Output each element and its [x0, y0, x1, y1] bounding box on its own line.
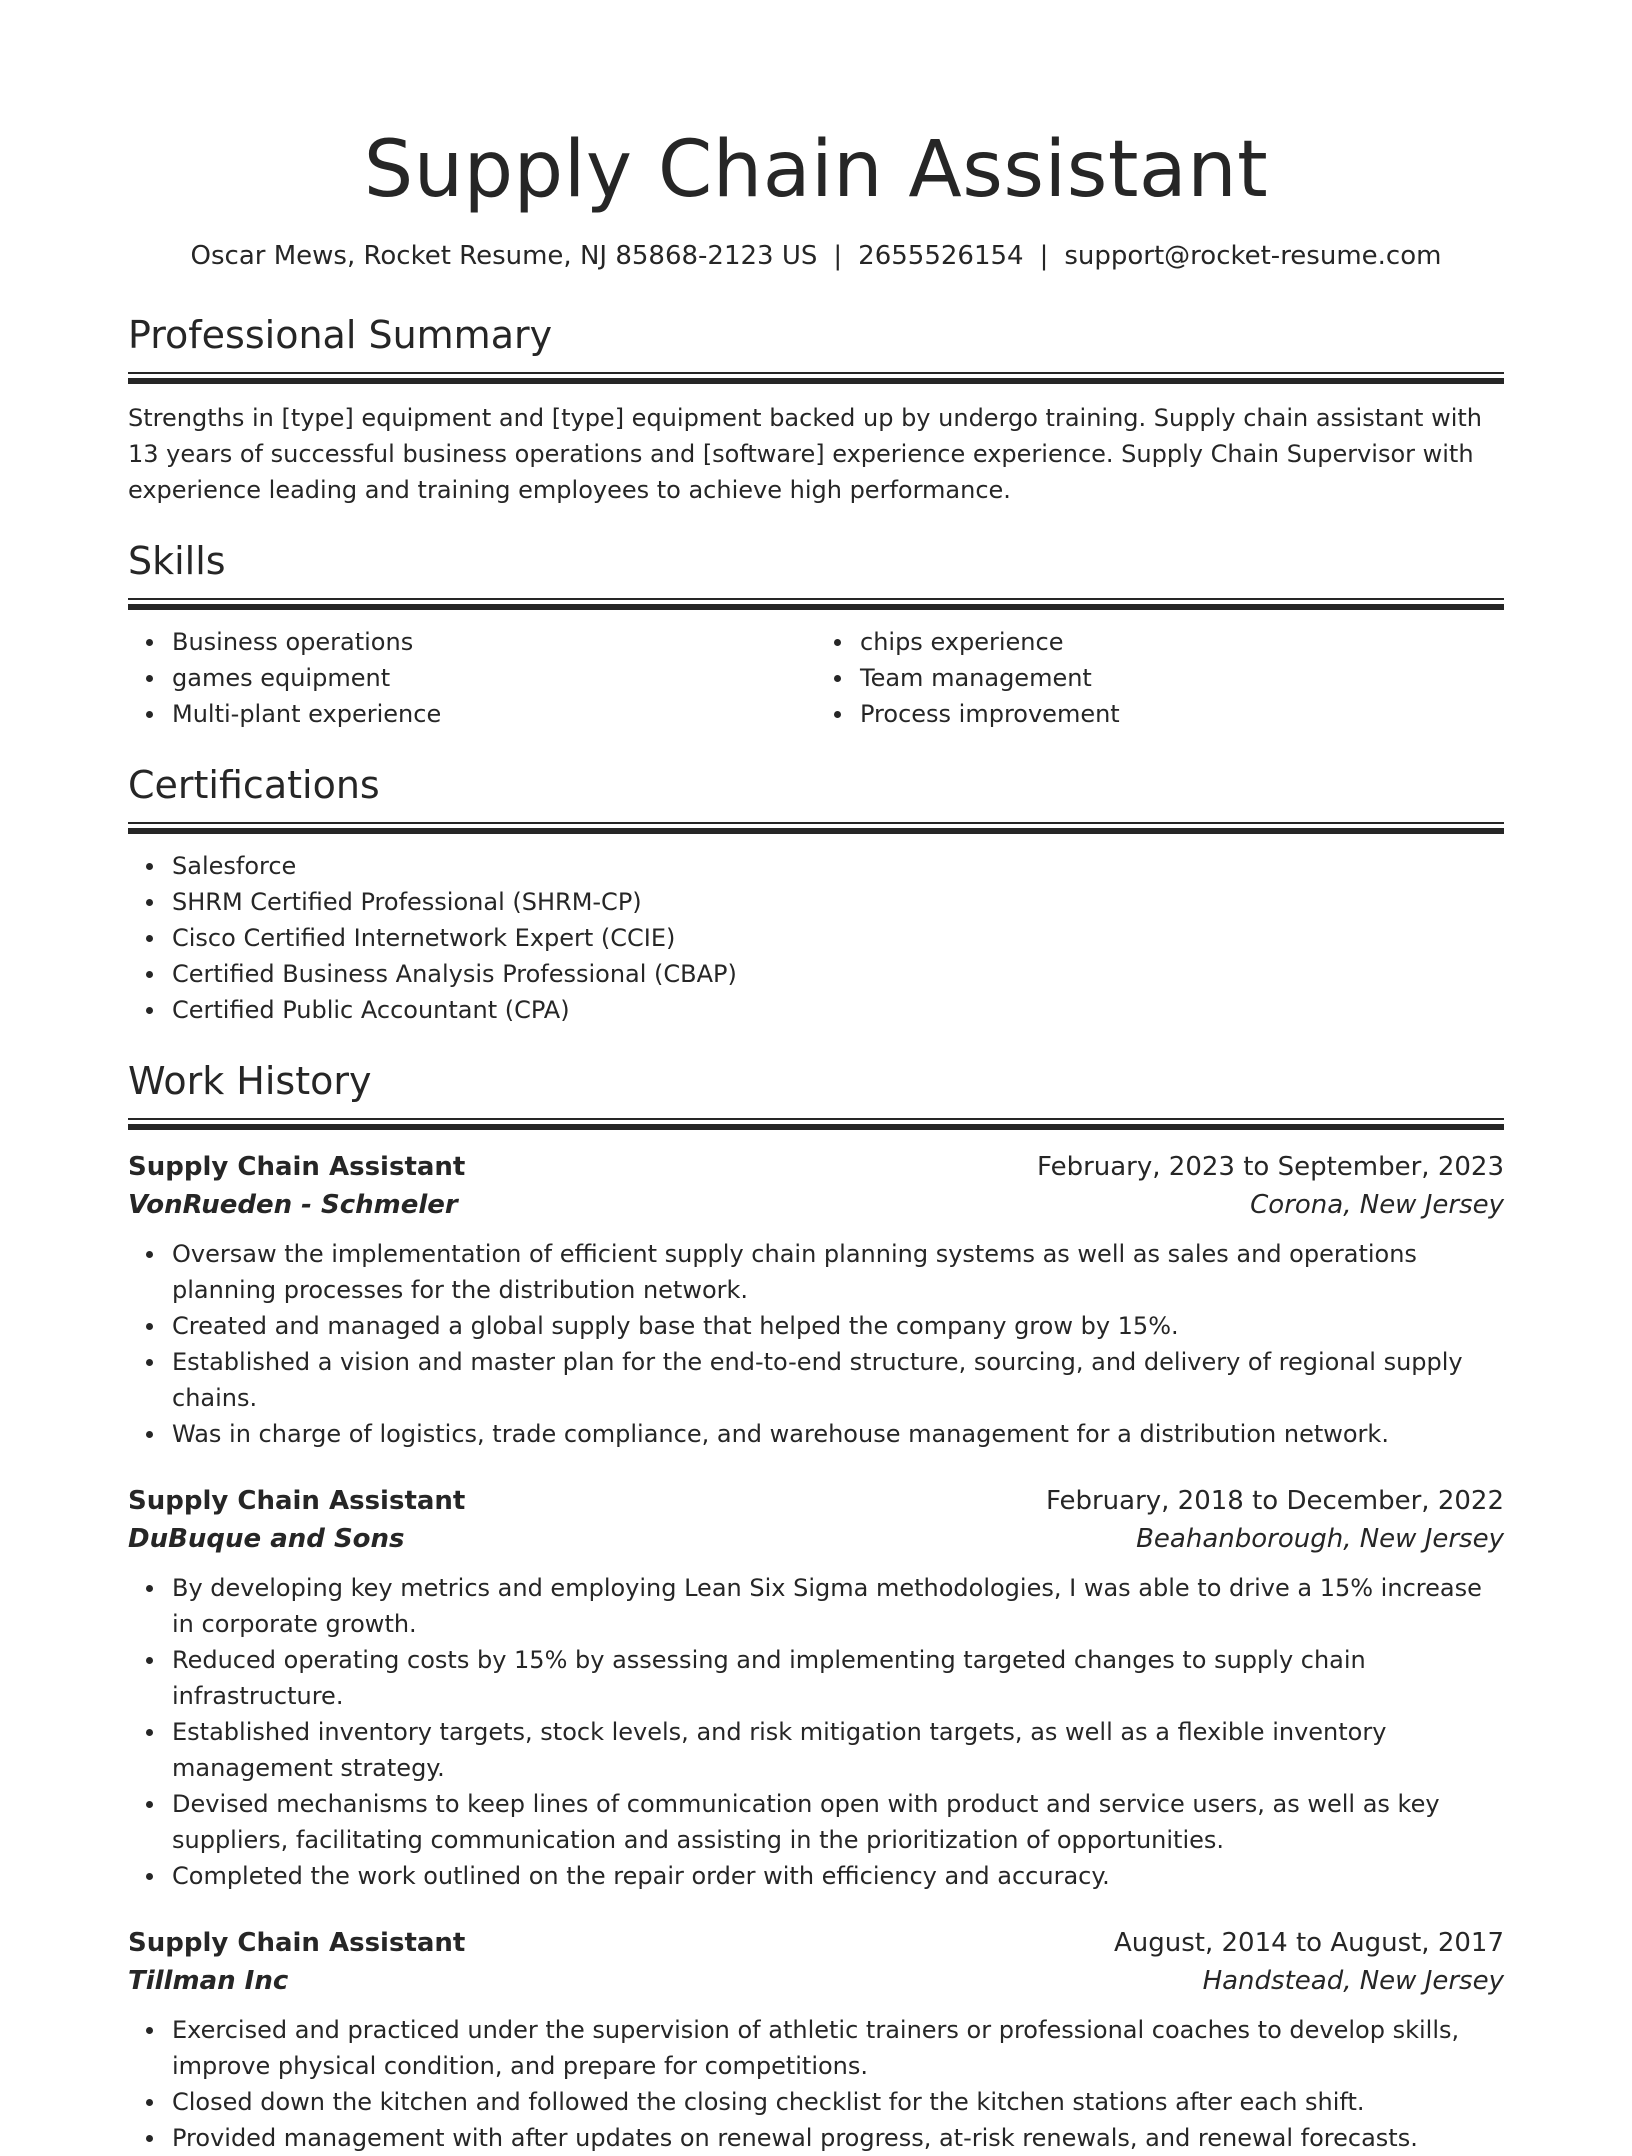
job-bullet: Created and managed a global supply base that helped the company grow by 15%.	[172, 1308, 1504, 1344]
section-divider	[128, 1118, 1504, 1130]
job-subheader	[128, 1186, 1504, 1224]
job-bullets	[128, 1236, 1504, 1452]
job-bullet: Devised mechanisms to keep lines of communication open with product and service users, as well as key suppliers, facilitating communication and assisting in the prioritization of opportunities.	[172, 1786, 1504, 1858]
skill-item: Multi-plant experience	[172, 696, 816, 732]
contact-phone: 2655526154	[858, 241, 1024, 271]
section-heading-certifications: Certifications	[128, 763, 380, 807]
job-header	[128, 1924, 1504, 1962]
section-divider	[128, 822, 1504, 834]
job-bullet: Exercised and practiced under the supervision of athletic trainers or professional coaches to develop skills, improve physical condition, and prepare for competitions.	[172, 2012, 1504, 2084]
section-divider	[128, 372, 1504, 384]
job-company: VonRueden - Schmeler	[128, 1190, 458, 1220]
certification-item: Certified Business Analysis Professional (CBAP)	[172, 956, 1504, 992]
skill-item: games equipment	[172, 660, 816, 696]
job-dates: February, 2023 to September, 2023	[1037, 1152, 1504, 1182]
job-dates: February, 2018 to December, 2022	[1045, 1486, 1504, 1516]
section-divider	[128, 598, 1504, 610]
job-company: Tillman Inc	[128, 1966, 289, 1996]
certifications-section	[128, 760, 1504, 1028]
certification-item: Certified Public Accountant (CPA)	[172, 992, 1504, 1028]
summary-section	[128, 310, 1504, 508]
skill-item: Team management	[860, 660, 1504, 696]
contact-separator: |	[833, 241, 843, 271]
job-bullets	[128, 1570, 1504, 1894]
job-bullet: Completed the work outlined on the repair order with efficiency and accuracy.	[172, 1858, 1504, 1894]
job-header	[128, 1482, 1504, 1520]
contact-separator: |	[1039, 241, 1049, 271]
section-heading-summary: Professional Summary	[128, 313, 553, 357]
job-title: Supply Chain Assistant	[128, 1486, 466, 1516]
skills-list-right	[816, 624, 1504, 732]
job-bullets	[128, 2012, 1504, 2156]
job-subheader	[128, 1520, 1504, 1558]
job-title: Supply Chain Assistant	[128, 1928, 466, 1958]
skills-columns	[128, 624, 1504, 732]
section-heading-work-history: Work History	[128, 1059, 372, 1103]
job-entry	[128, 1148, 1504, 1452]
skills-list-left	[128, 624, 816, 732]
job-bullet: Provided management with after updates on renewal progress, at-risk renewals, and renewal forecasts.	[172, 2120, 1504, 2156]
job-location: Corona, New Jersey	[1250, 1190, 1504, 1220]
job-title: Supply Chain Assistant	[128, 1152, 466, 1182]
page-title: Supply Chain Assistant	[363, 125, 1269, 215]
job-entry	[128, 1924, 1504, 2156]
job-bullet: Was in charge of logistics, trade compliance, and warehouse management for a distribution network.	[172, 1416, 1504, 1452]
job-bullet: Reduced operating costs by 15% by assessing and implementing targeted changes to supply chain infrastructure.	[172, 1642, 1504, 1714]
skills-section	[128, 536, 1504, 732]
job-bullet: Established a vision and master plan for the end-to-end structure, sourcing, and delivery of regional supply chains.	[172, 1344, 1504, 1416]
contact-line	[128, 238, 1504, 274]
certification-item: Cisco Certified Internetwork Expert (CCIE)	[172, 920, 1504, 956]
work-history-section	[128, 1056, 1504, 2156]
job-bullet: By developing key metrics and employing Lean Six Sigma methodologies, I was able to drive a 15% increase in corporate growth.	[172, 1570, 1504, 1642]
job-company: DuBuque and Sons	[128, 1524, 405, 1554]
skill-item: Process improvement	[860, 696, 1504, 732]
job-location: Beahanborough, New Jersey	[1136, 1524, 1504, 1554]
resume-page	[128, 0, 1504, 2156]
job-bullet: Established inventory targets, stock levels, and risk mitigation targets, as well as a flexible inventory management strategy.	[172, 1714, 1504, 1786]
summary-text: Strengths in [type] equipment and [type] equipment backed up by undergo training. Supply chain assistant with 13 years of successful business operations and [software] experience experience. Supply Chain Supervisor with experience leading and training employees to achieve high performance.	[128, 404, 1482, 504]
certifications-list	[128, 848, 1504, 1028]
job-header	[128, 1148, 1504, 1186]
skill-item: chips experience	[860, 624, 1504, 660]
job-bullet: Closed down the kitchen and followed the closing checklist for the kitchen stations after each shift.	[172, 2084, 1504, 2120]
certification-item: SHRM Certified Professional (SHRM-CP)	[172, 884, 1504, 920]
contact-email[interactable]: support@rocket-resume.com	[1064, 241, 1442, 271]
job-location: Handstead, New Jersey	[1202, 1966, 1504, 1996]
skill-item: Business operations	[172, 624, 816, 660]
job-bullet: Oversaw the implementation of efficient supply chain planning systems as well as sales and operations planning processes for the distribution network.	[172, 1236, 1504, 1308]
contact-address: Oscar Mews, Rocket Resume, NJ 85868-2123 US	[190, 241, 818, 271]
job-entry	[128, 1482, 1504, 1894]
certification-item: Salesforce	[172, 848, 1504, 884]
job-subheader	[128, 1962, 1504, 2000]
section-heading-skills: Skills	[128, 539, 226, 583]
job-dates: August, 2014 to August, 2017	[1114, 1928, 1504, 1958]
